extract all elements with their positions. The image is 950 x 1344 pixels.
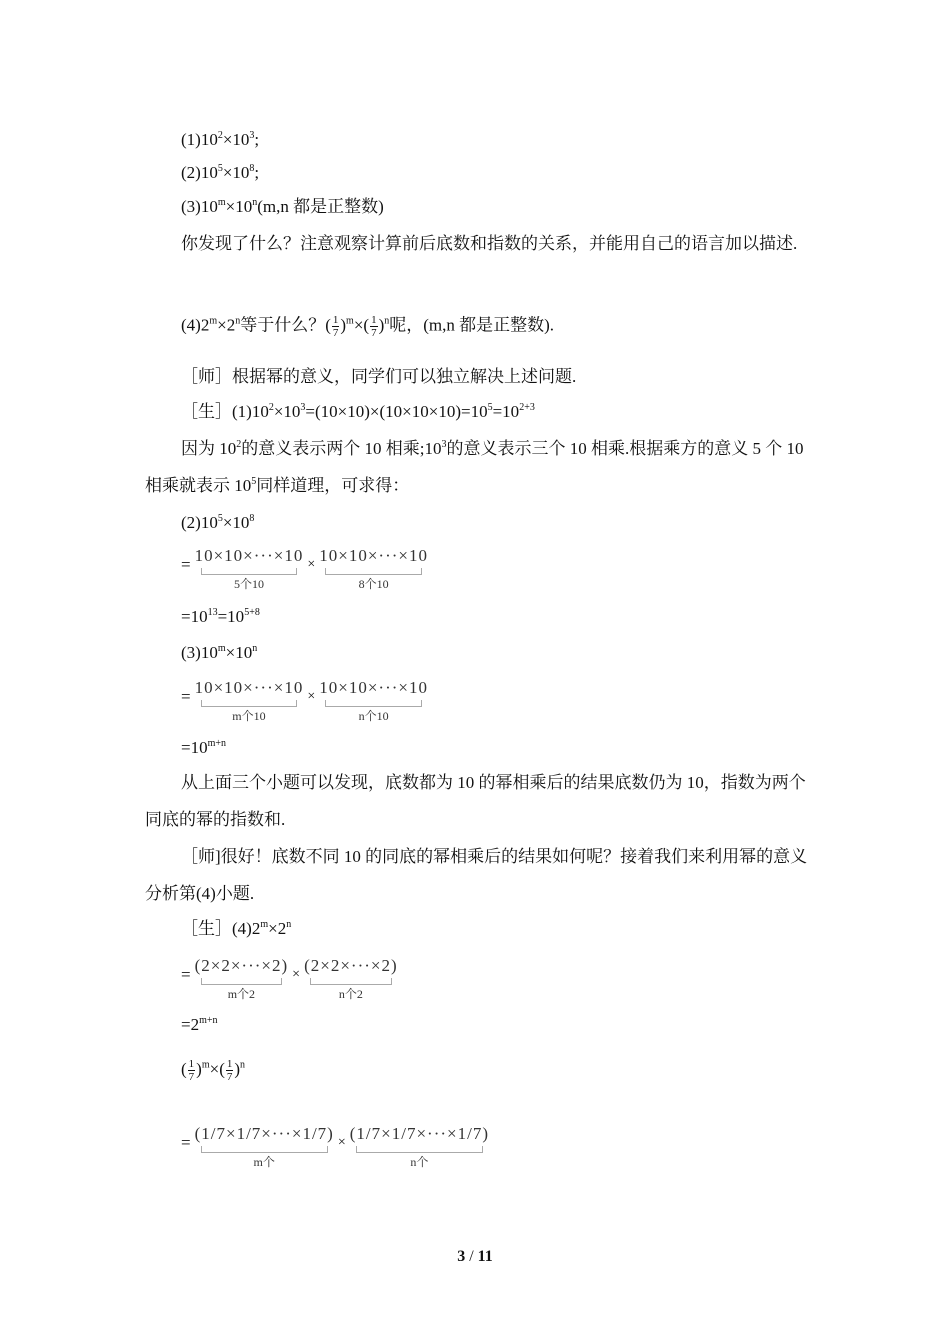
line-8: $=10^{m+n}$ [181, 738, 227, 757]
brace-expansion-3: = (2×2×···×2) m个2 × (2×2×···×2) n个2 [181, 956, 398, 1001]
line-5: $(2)10^5\times 10^8$ [181, 513, 255, 532]
underbrace-group: 10×10×···×10 m个10 [194, 678, 304, 723]
fraction: $\frac{1}{7}$ [371, 314, 377, 339]
line-1: $(1)10^2\times 10^3$; [181, 130, 260, 149]
line-2: $(2)10^5\times 10^8$; [181, 163, 260, 182]
line-9: $=2^{m+n}$ [181, 1015, 218, 1034]
line-3: $(3)10^m\times 10^n(m,n$ 都是正整数) [181, 197, 384, 216]
underbrace-group: 10×10×···×10 n个10 [319, 678, 428, 723]
student-line-2: ［生$](4)2^m\times 2^n$ [181, 919, 292, 938]
fraction: $\frac{1}{7}$ [332, 314, 339, 339]
underbrace-group: (1/7×1/7×···×1/7) n个 [349, 1124, 489, 1169]
underbrace-group: (2×2×···×2) n个2 [304, 956, 398, 1001]
page-number: 3 / 11 [457, 1248, 493, 1265]
brace-expansion-2: = 10×10×···×10 m个10 × 10×10×···×10 n个10 [181, 678, 428, 723]
brace-expansion-4: = (1/7×1/7×···×1/7) m个 × (1/7×1/7×···×1/7) n个 [181, 1124, 489, 1169]
line-4: $(4)2^m\times 2^n$等于什么？( $\frac{1}{7}$ )$^m$×( $\frac{1}{7}$ )$^n$呢，(m,n 都是正整数). [181, 314, 555, 339]
underbrace-group: 10×10×···×10 8个10 [319, 546, 428, 591]
question-paragraph: 你发现了什么？注意观察计算前后底数和指数的关系，并能用自己的语言加以描述. [181, 234, 798, 253]
underbrace-group: 10×10×···×10 5个10 [194, 546, 304, 591]
line-10: ( $\frac{1}{7}$ )$^m$×( $\frac{1}{7}$ )$^n$ [181, 1058, 246, 1083]
explanation-paragraph-2: 从上面三个小题可以发现，底数都为 10 的幂相乘后的结果底数仍为 10，指数为两个同底的幂的指数和. [145, 773, 806, 829]
line-6: $=10^{13}=10^{5+8}$ [181, 607, 260, 626]
line-7: $(3)10^m\times 10^n$ [181, 643, 258, 662]
underbrace-group: (1/7×1/7×···×1/7) m个 [194, 1124, 334, 1169]
fraction: $\frac{1}{7}$ [188, 1058, 195, 1083]
teacher-paragraph-2: ［师]很好！底数不同 10 的同底的幂相乘后的结果如何呢？接着我们来利用幂的意义分析第(4)小题. [145, 847, 808, 903]
brace-expansion-1: = 10×10×···×10 5个10 × 10×10×···×10 8个10 [181, 546, 428, 591]
explanation-paragraph-1: 因为 $10^2$的意义表示两个 10 相乘$;10^3$的意义表示三个 10 相乘.根据乘方的意义 5 个 10 相乘就表示 $10^5$同样道理，可求得： [145, 439, 804, 495]
underbrace-group: (2×2×···×2) m个2 [194, 956, 289, 1001]
teacher-line-1: ［师］根据幂的意义，同学们可以独立解决上述问题. [181, 367, 577, 386]
student-line-1: ［生$](1)10^2\times 10^3=(10\times 10)\times(10\times 10\times 10)=10^5=10^{2+3}$ [181, 402, 535, 421]
fraction: $\frac{1}{7}$ [226, 1058, 233, 1083]
